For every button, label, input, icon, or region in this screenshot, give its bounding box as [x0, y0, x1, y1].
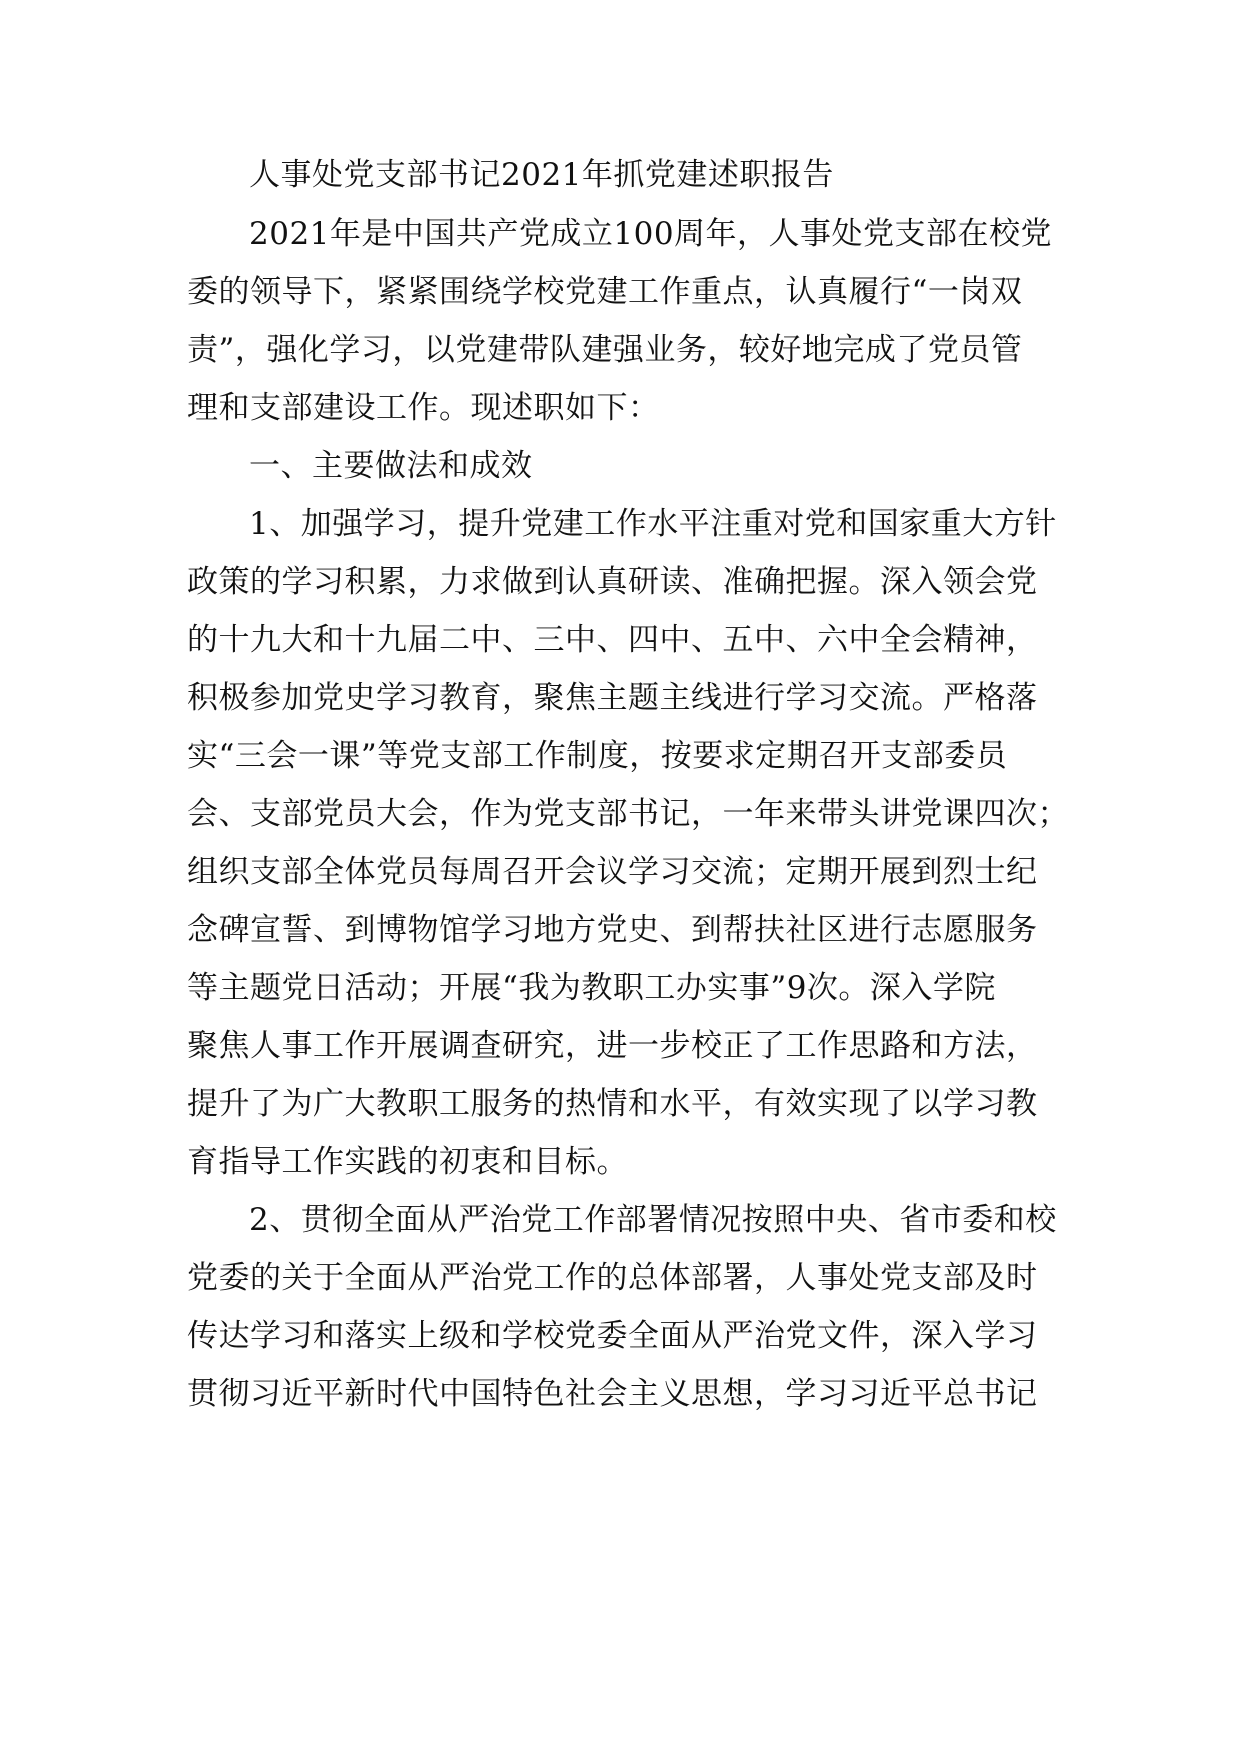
paragraph-line: 贯彻习近平新时代中国特色社会主义思想，学习习近平总书记: [187, 1376, 1038, 1412]
paragraph-line: 组织支部全体党员每周召开会议学习交流；定期开展到烈士纪: [187, 854, 1038, 890]
paragraph-line: 等主题党日活动；开展“我为教职工办实事”9次。深入学院: [187, 970, 996, 1006]
section-heading: 一、主要做法和成效: [249, 448, 533, 484]
paragraph-line: 实“三会一课”等党支部工作制度，按要求定期召开支部委员: [187, 738, 1008, 774]
paragraph-line: 提升了为广大教职工服务的热情和水平，有效实现了以学习教: [187, 1086, 1038, 1122]
paragraph-line: 理和支部建设工作。现述职如下：: [187, 390, 660, 426]
paragraph-line: 2、贯彻全面从严治党工作部署情况按照中央、省市委和校: [249, 1202, 1057, 1238]
paragraph-line: 传达学习和落实上级和学校党委全面从严治党文件，深入学习: [187, 1318, 1038, 1354]
paragraph-line: 的十九大和十九届二中、三中、四中、五中、六中全会精神，: [187, 622, 1038, 658]
paragraph-line: 责”，强化学习，以党建带队建强业务，较好地完成了党员管: [187, 332, 1023, 368]
document-title: 人事处党支部书记2021年抓党建述职报告: [249, 157, 834, 193]
paragraph-line: 政策的学习积累，力求做到认真研读、准确把握。深入领会党: [187, 564, 1038, 600]
paragraph-line: 念碑宣誓、到博物馆学习地方党史、到帮扶社区进行志愿服务: [187, 912, 1038, 948]
paragraph-line: 2021年是中国共产党成立100周年，人事处党支部在校党: [249, 216, 1053, 252]
paragraph-line: 党委的关于全面从严治党工作的总体部署，人事处党支部及时: [187, 1260, 1038, 1296]
paragraph-line: 委的领导下，紧紧围绕学校党建工作重点，认真履行“一岗双: [187, 274, 1023, 310]
paragraph-line: 育指导工作实践的初衷和目标。: [187, 1144, 628, 1180]
paragraph-line: 聚焦人事工作开展调查研究，进一步校正了工作思路和方法，: [187, 1028, 1038, 1064]
paragraph-line: 会、支部党员大会，作为党支部书记，一年来带头讲党课四次；: [187, 796, 1069, 832]
paragraph-line: 1、加强学习，提升党建工作水平注重对党和国家重大方针: [249, 506, 1057, 542]
paragraph-line: 积极参加党史学习教育，聚焦主题主线进行学习交流。严格落: [187, 680, 1038, 716]
